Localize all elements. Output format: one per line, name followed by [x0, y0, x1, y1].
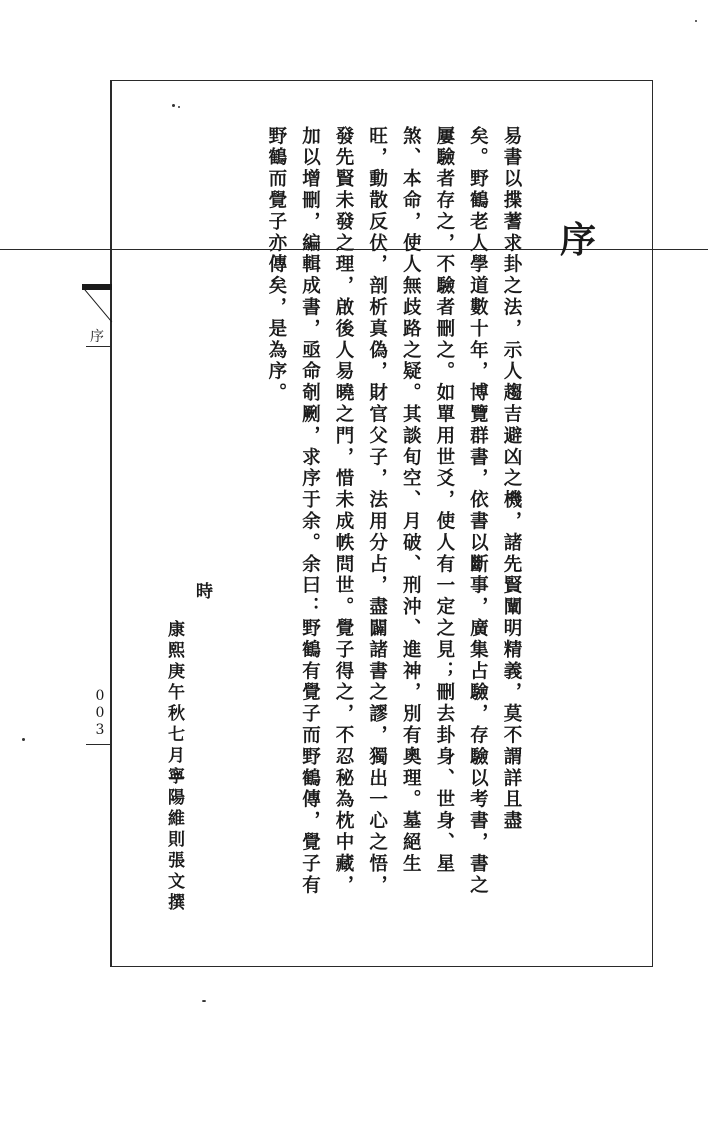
text-column: 野鶴而覺子亦傳矣，是為序。	[265, 126, 287, 405]
side-tab-label: 序	[90, 329, 104, 345]
signature-block	[160, 582, 216, 914]
text-column: 矣。野鶴老人學道數十年，博覽群書，依書以斷事，廣集占驗，存驗以考書，書之	[467, 126, 489, 897]
page-number: 003	[92, 688, 108, 739]
thumb-index-slash	[83, 288, 112, 323]
scan-speck	[695, 20, 697, 22]
scan-speck	[178, 106, 180, 108]
page-title: 序	[560, 219, 597, 261]
text-column: 加以增刪，編輯成書，亟命剞劂，求序于余。余曰：野鶴有覺子而野鶴傳，覺子有	[299, 126, 321, 897]
page-number-rule	[86, 744, 110, 745]
signature-prefix: 時	[192, 582, 212, 603]
scan-speck	[172, 104, 175, 107]
text-column: 屢驗者存之，不驗者刪之。如單用世爻，使人有一定之見；刪去卦身、世身、星	[433, 126, 455, 875]
text-column: 發先賢未發之理，啟後人易曉之門，惜未成帙問世。覺子得之，不忍秘為枕中藏，	[333, 126, 355, 897]
text-column: 易書以揲蓍求卦之法，示人趨吉避凶之機，諸先賢闡明精義，莫不謂詳且盡	[501, 126, 522, 833]
preface-body	[259, 126, 528, 946]
scan-speck	[202, 1000, 206, 1002]
text-column: 煞、本命，使人無歧路之疑。其談旬空、月破、刑沖、進神，別有奧理。墓絕生	[400, 126, 422, 875]
text-column: 旺，動散反伏，剖析真偽，財官父子，法用分占，盡闢諸書之謬，獨出一心之悟，	[366, 126, 388, 897]
side-tab-rule	[86, 346, 110, 347]
thumb-index-bar	[82, 284, 112, 290]
signature-date-author: 康熙庚午秋七月寧陽維則張文撰	[164, 620, 184, 914]
scan-speck	[22, 738, 25, 741]
